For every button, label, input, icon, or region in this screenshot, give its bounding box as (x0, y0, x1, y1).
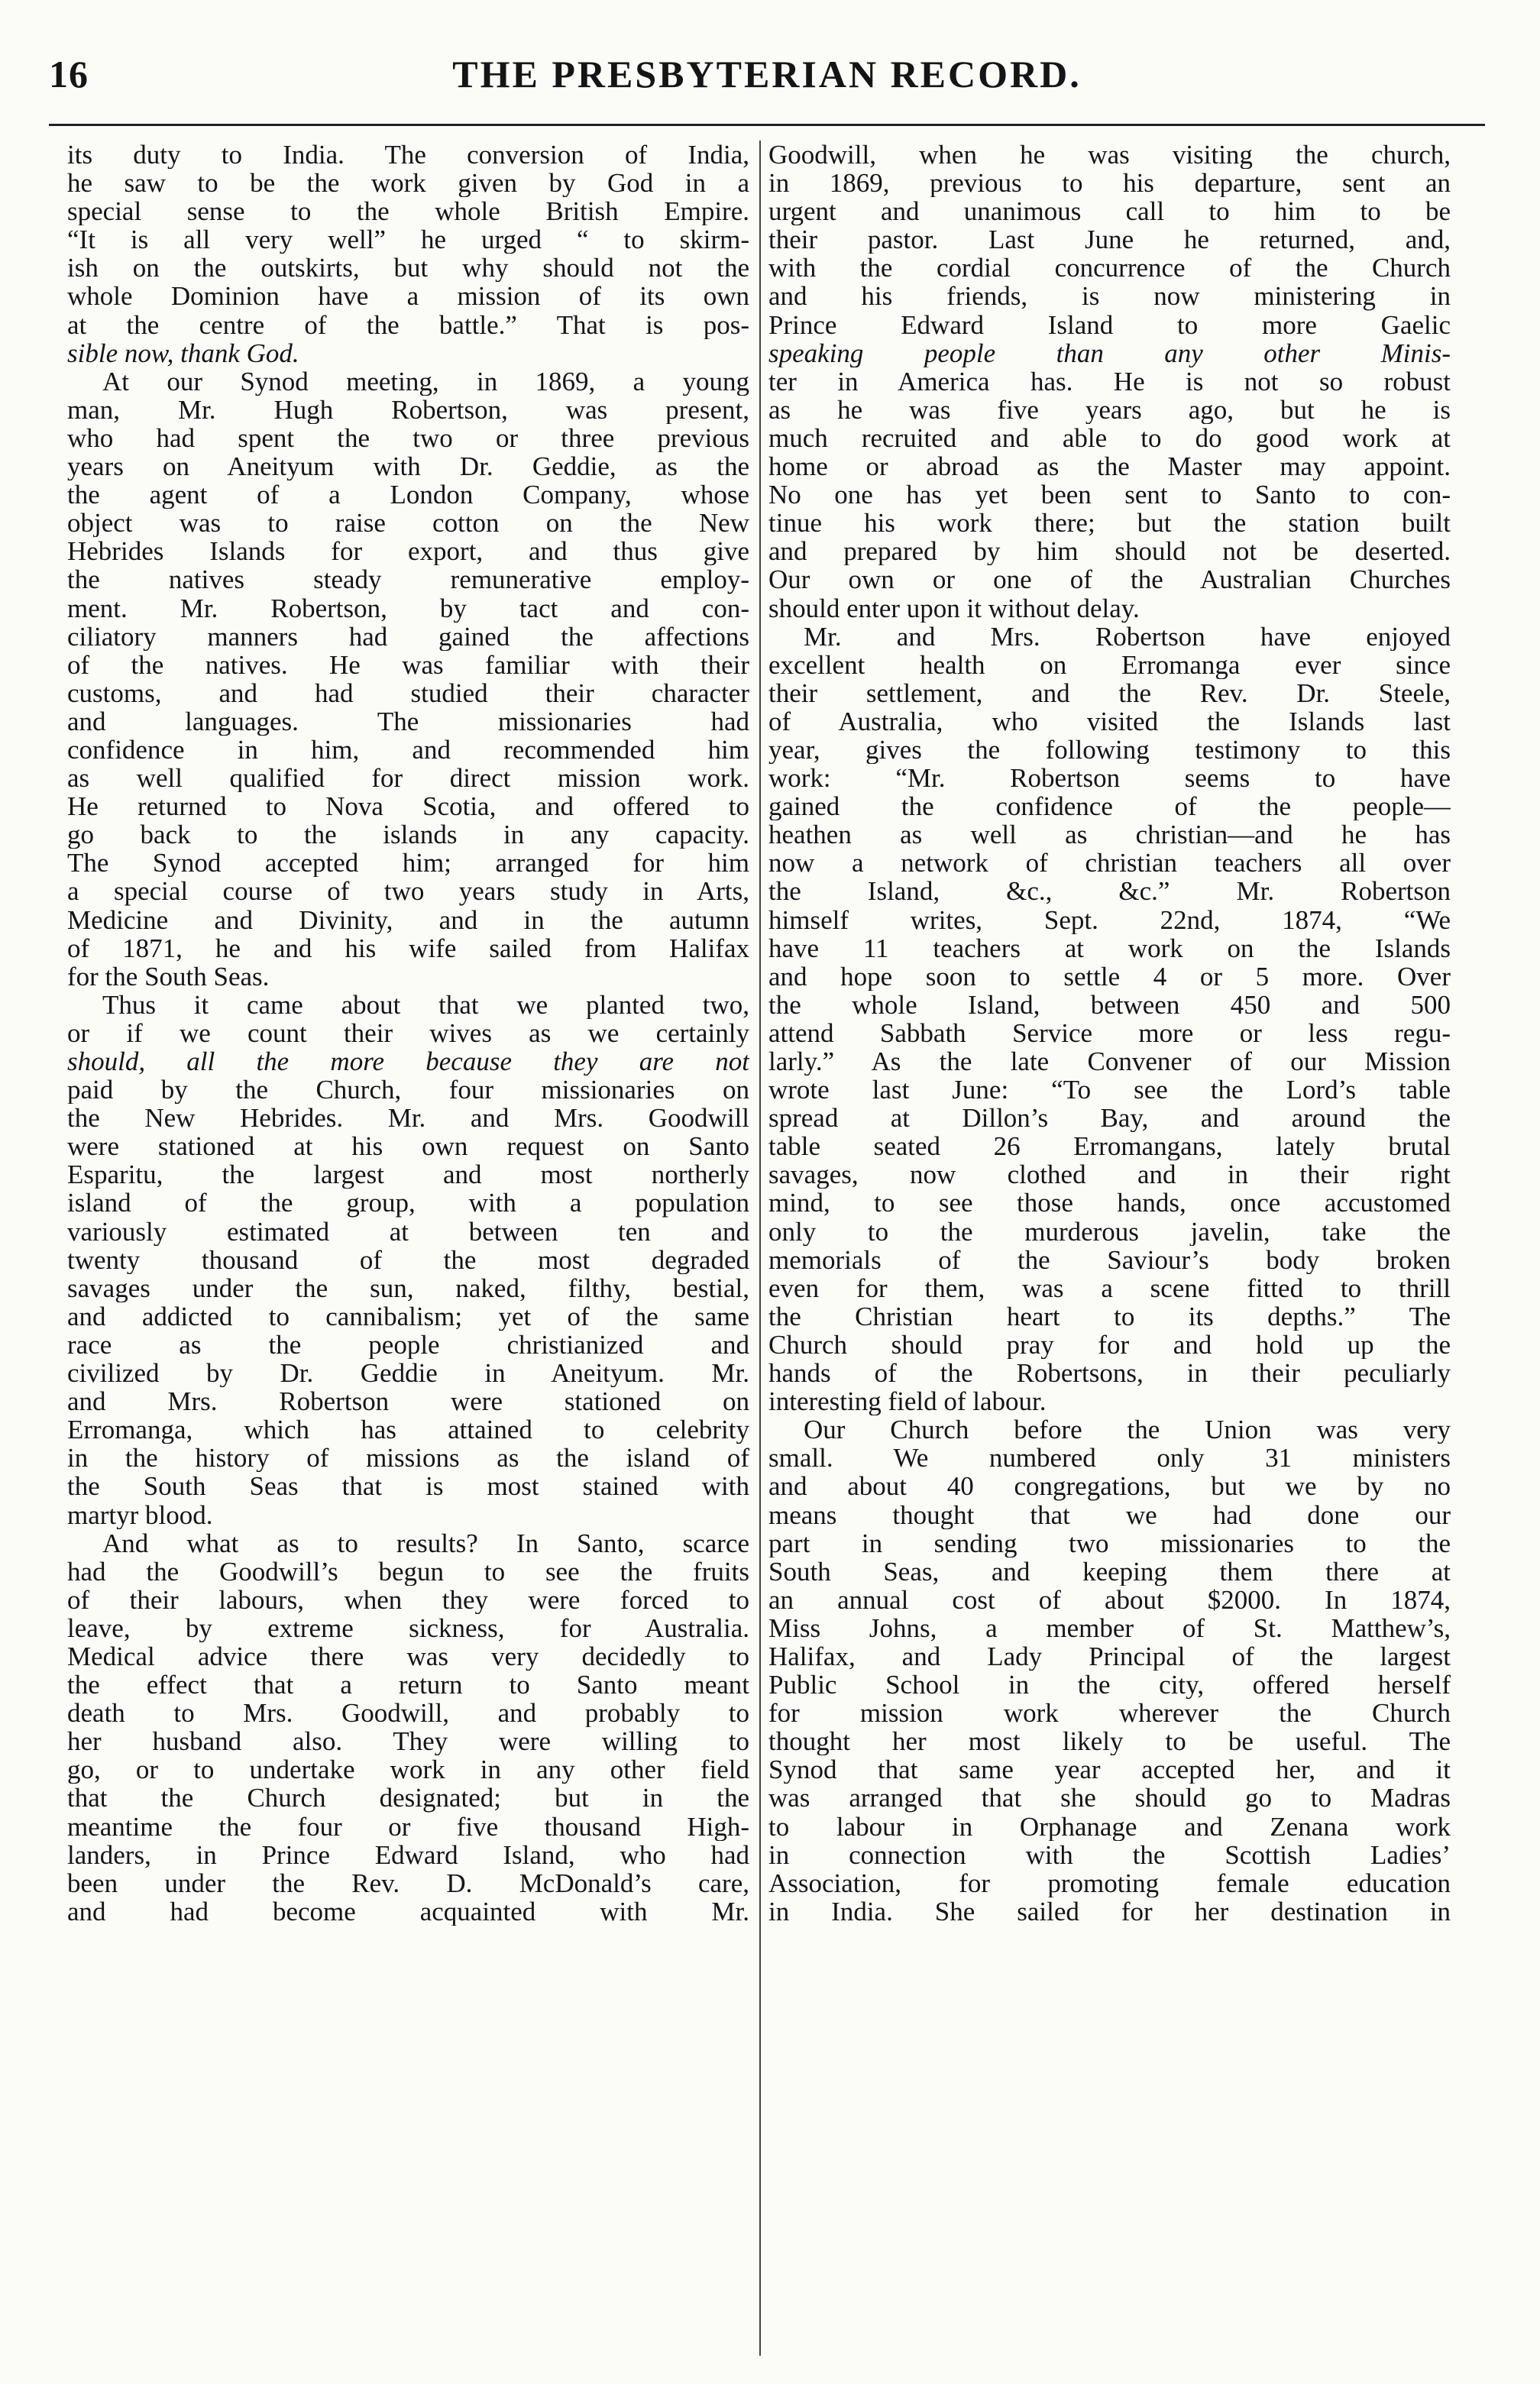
text-line: in connection with the Scottish Ladies’ (768, 1840, 1451, 1869)
text-line: hands of the Robertsons, in their peculiarly (768, 1359, 1451, 1388)
text-line: And what as to results? In Santo, scarce (102, 1528, 749, 1558)
text-line: man, Mr. Hugh Robertson, was present, (67, 395, 749, 424)
text-line: had the Goodwill’s begun to see the fruits (67, 1557, 749, 1586)
text-line: in 1869, previous to his departure, sent an (768, 169, 1451, 198)
text-line: of the natives. He was familiar with their (67, 650, 749, 679)
text-line: in the history of missions as the island of (67, 1444, 749, 1473)
text-line: and prepared by him should not be deserted. (768, 537, 1451, 566)
text-line: tinue his work there; but the station built (768, 509, 1451, 538)
text-line: variously estimated at between ten and (67, 1217, 749, 1246)
text-line: the effect that a return to Santo meant (67, 1671, 749, 1700)
text-line: whole Dominion have a mission of its own (67, 282, 749, 311)
text-line: Esparitu, the largest and most northerly (67, 1160, 749, 1189)
text-line: now a network of christian teachers all over (768, 849, 1451, 878)
text-line: and languages. The missionaries had (67, 707, 749, 736)
text-line: wrote last June: “To see the Lord’s table (768, 1076, 1451, 1105)
text-line: and had become acquainted with Mr. (67, 1897, 749, 1926)
text-line: the natives steady remunerative employ- (67, 565, 749, 594)
text-line: Halifax, and Lady Principal of the largest (768, 1642, 1451, 1671)
text-line: twenty thousand of the most degraded (67, 1245, 749, 1274)
text-line: and hope soon to settle 4 or 5 more. Over (768, 962, 1451, 991)
text-line: he saw to be the work given by God in a (67, 169, 749, 198)
text-line: at the centre of the battle.” That is pos- (67, 310, 749, 339)
text-line: speaking people than any other Minis- (768, 338, 1451, 367)
text-line: special sense to the whole British Empire. (67, 197, 749, 226)
text-line: who had spent the two or three previous (67, 423, 749, 453)
text-line: Church should pray for and hold up the (768, 1330, 1451, 1360)
text-line: and about 40 congregations, but we by no (768, 1472, 1451, 1501)
text-line: landers, in Prince Edward Island, who had (67, 1840, 749, 1869)
text-line: civilized by Dr. Geddie in Aneityum. Mr. (67, 1359, 749, 1388)
left-column (67, 141, 749, 2363)
text-line: The Synod accepted him; arranged for him (67, 849, 749, 878)
text-line: No one has yet been sent to Santo to con- (768, 480, 1451, 509)
text-line: South Seas, and keeping them there at (768, 1557, 1451, 1586)
text-line: Medical advice there was very decidedly to (67, 1642, 749, 1671)
text-line: work: “Mr. Robertson seems to have (768, 764, 1451, 793)
text-line: a special course of two years study in Arts, (67, 877, 749, 906)
text-line: island of the group, with a population (67, 1189, 749, 1218)
header-rule (49, 124, 1485, 126)
text-line: means thought that we had done our (768, 1500, 1451, 1529)
text-line: memorials of the Saviour’s body broken (768, 1245, 1451, 1274)
text-line: of Australia, who visited the Islands last (768, 707, 1451, 736)
text-line: thought her most likely to be useful. The (768, 1727, 1451, 1756)
journal-title: THE PRESBYTERIAN RECORD. (452, 53, 1082, 95)
text-line: He returned to Nova Scotia, and offered to (67, 792, 749, 821)
text-line: Association, for promoting female education (768, 1868, 1451, 1897)
text-line: Our own or one of the Australian Churches (768, 565, 1451, 594)
text-line: martyr blood. (67, 1500, 213, 1529)
text-line: were stationed at his own request on Santo (67, 1132, 749, 1161)
text-line: spread at Dillon’s Bay, and around the (768, 1104, 1451, 1133)
text-line: gained the confidence of the people— (768, 792, 1451, 821)
text-line: Goodwill, when he was visiting the church, (768, 141, 1451, 170)
text-line: and his friends, is now ministering in (768, 282, 1451, 311)
text-line: ish on the outskirts, but why should not the (67, 254, 749, 283)
text-line: its duty to India. The conversion of India, (67, 141, 749, 170)
text-line: death to Mrs. Goodwill, and probably to (67, 1699, 749, 1728)
text-line: the whole Island, between 450 and 500 (768, 990, 1451, 1019)
text-line: or if we count their wives as we certainly (67, 1018, 749, 1047)
text-line: Medicine and Divinity, and in the autumn (67, 905, 749, 934)
page-number: 16 (49, 53, 89, 95)
text-line: Public School in the city, offered herself (768, 1671, 1451, 1700)
text-line: that the Church designated; but in the (67, 1784, 749, 1813)
text-line: the Christian heart to its depths.” The (768, 1302, 1451, 1331)
text-line: in India. She sailed for her destination in (768, 1897, 1451, 1926)
text-line: excellent health on Erromanga ever since (768, 650, 1451, 679)
text-line: only to the murderous javelin, take the (768, 1217, 1451, 1246)
text-line: and Mrs. Robertson were stationed on (67, 1387, 749, 1416)
text-line: attend Sabbath Service more or less regu- (768, 1018, 1451, 1047)
text-line: Thus it came about that we planted two, (102, 990, 749, 1019)
text-line: as he was five years ago, but he is (768, 395, 1451, 424)
text-line: ciliatory manners had gained the affections (67, 622, 749, 651)
text-line: Erromanga, which has attained to celebrity (67, 1415, 749, 1444)
text-line: was arranged that she should go to Madras (768, 1784, 1451, 1813)
text-line: heathen as well as christian—and he has (768, 820, 1451, 849)
text-line: savages, now clothed and in their right (768, 1160, 1451, 1189)
text-line: At our Synod meeting, in 1869, a young (102, 367, 749, 396)
text-line: much recruited and able to do good work at (768, 423, 1451, 453)
right-column (768, 141, 1451, 2363)
text-line: object was to raise cotton on the New (67, 509, 749, 538)
text-line: for the South Seas. (67, 962, 270, 991)
text-line: mind, to see those hands, once accustomed (768, 1189, 1451, 1218)
text-line: sible now, thank God. (67, 338, 299, 367)
text-line: confidence in him, and recommended him (67, 735, 749, 765)
text-line: savages under the sun, naked, filthy, bestial, (67, 1273, 749, 1302)
text-line: of 1871, he and his wife sailed from Halifax (67, 933, 749, 962)
text-line: even for them, was a scene fitted to thrill (768, 1273, 1451, 1302)
text-line: Mr. and Mrs. Robertson have enjoyed (804, 622, 1451, 651)
text-line: have 11 teachers at work on the Islands (768, 933, 1451, 962)
text-line: their pastor. Last June he returned, and, (768, 225, 1451, 254)
text-line: Our Church before the Union was very (804, 1415, 1451, 1444)
text-line: Miss Johns, a member of St. Matthew’s, (768, 1613, 1451, 1642)
text-line: part in sending two missionaries to the (768, 1528, 1451, 1558)
text-line: her husband also. They were willing to (67, 1727, 749, 1756)
text-line: home or abroad as the Master may appoint. (768, 452, 1451, 481)
text-line: ter in America has. He is not so robust (768, 367, 1451, 396)
text-line: with the cordial concurrence of the Church (768, 254, 1451, 283)
text-line: year, gives the following testimony to this (768, 735, 1451, 765)
text-line: the Island, &c., &c.” Mr. Robertson (768, 877, 1451, 906)
text-line: paid by the Church, four missionaries on (67, 1076, 749, 1105)
text-line: interesting field of labour. (768, 1387, 1047, 1416)
text-line: their settlement, and the Rev. Dr. Steele, (768, 678, 1451, 707)
text-line: should, all the more because they are not (67, 1047, 749, 1076)
text-line: the South Seas that is most stained with (67, 1472, 749, 1501)
text-line: Synod that same year accepted her, and it (768, 1755, 1451, 1784)
text-line: to labour in Orphanage and Zenana work (768, 1812, 1451, 1841)
text-line: go, or to undertake work in any other field (67, 1755, 749, 1784)
column-divider (759, 141, 761, 2356)
text-line: Prince Edward Island to more Gaelic (768, 310, 1451, 339)
text-line: as well qualified for direct mission work. (67, 764, 749, 793)
text-line: customs, and had studied their character (67, 678, 749, 707)
text-line: meantime the four or five thousand High- (67, 1812, 749, 1841)
text-line: been under the Rev. D. McDonald’s care, (67, 1868, 749, 1897)
text-line: urgent and unanimous call to him to be (768, 197, 1451, 226)
text-line: table seated 26 Erromangans, lately brutal (768, 1132, 1451, 1161)
text-line: himself writes, Sept. 22nd, 1874, “We (768, 905, 1451, 934)
text-line: the New Hebrides. Mr. and Mrs. Goodwill (67, 1104, 749, 1133)
text-line: for mission work wherever the Church (768, 1699, 1451, 1728)
text-line: ment. Mr. Robertson, by tact and con- (67, 594, 749, 623)
text-line: go back to the islands in any capacity. (67, 820, 749, 849)
text-line: larly.” As the late Convener of our Mission (768, 1047, 1451, 1076)
text-line: and addicted to cannibalism; yet of the same (67, 1302, 749, 1331)
text-line: an annual cost of about $2000. In 1874, (768, 1585, 1451, 1614)
text-line: “It is all very well” he urged “ to skirm- (67, 225, 749, 254)
text-line: should enter upon it without delay. (768, 594, 1140, 623)
page-header (49, 34, 1485, 110)
text-line: years on Aneityum with Dr. Geddie, as the (67, 452, 749, 481)
text-line: the agent of a London Company, whose (67, 480, 749, 509)
text-line: small. We numbered only 31 ministers (768, 1444, 1451, 1473)
text-line: of their labours, when they were forced to (67, 1585, 749, 1614)
text-line: Hebrides Islands for export, and thus give (67, 537, 749, 566)
text-line: race as the people christianized and (67, 1330, 749, 1360)
text-line: leave, by extreme sickness, for Australia. (67, 1613, 749, 1642)
